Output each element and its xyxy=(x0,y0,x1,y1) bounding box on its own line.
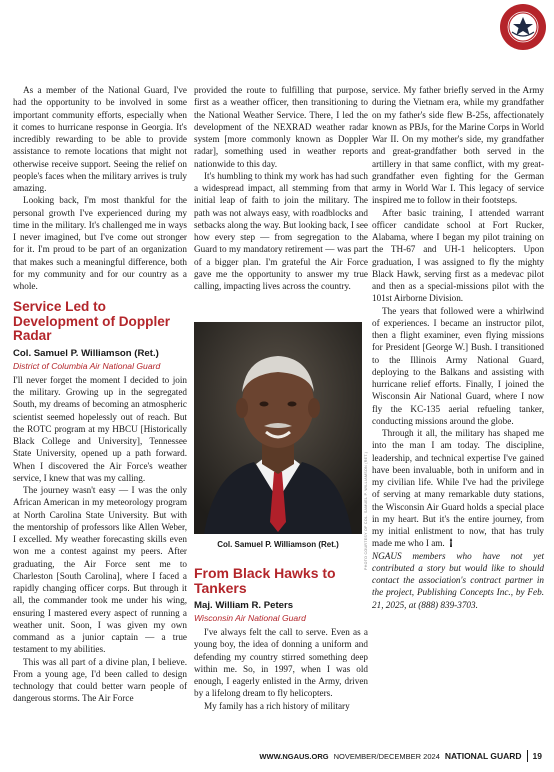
page-number: 19 xyxy=(532,751,542,761)
column-2 xyxy=(194,84,368,292)
paragraph-text: Through it all, the military has shaped me into the man I am today. The discipline, leadership, and technical expertise I've gained have been invaluable, both in uniform and in my civilian life. While I've had the privilege of serving at many remarkable duty stations, the Wisconsin Air Guard holds a special place in my heart. But it's the entire journey, from my initial enlistment to now, that has truly made me who I am. xyxy=(372,428,544,549)
national-guard-seal-icon xyxy=(500,4,546,50)
photo-caption: Col. Samuel P. Williamson (Ret.) xyxy=(217,540,339,549)
paragraph: I'll never forget the moment I decided to join the military. Growing up in the segregated South, my dreams of becoming an atmospheric scientist seemed hopelessly out of reach. But the ROTC program at my HBCU [Historically Black College and University], Tennessee State University, opened up a path forward. When I discovered the Air Force's weather service, I knew that was my calling. xyxy=(13,374,187,483)
footer-url[interactable]: WWW.NGAUS.ORG xyxy=(259,751,329,761)
paragraph: After basic training, I attended warrant officer candidate school at Fort Rucker, Alabama, where I began my pilot training on the TH-67 and UH-1 helicopters. Upon graduation, I was assigned to fly the mighty Black Hawk, serving first as a medevac pilot and then as a special-missions pilot with the 101st Airborne Division. xyxy=(372,207,544,304)
author-byline: Maj. William R. Peters xyxy=(194,600,294,611)
footer-issue: NOVEMBER/DECEMBER 2024 xyxy=(333,751,440,761)
author-affiliation: District of Columbia Air National Guard xyxy=(13,360,161,371)
paragraph: I've always felt the call to serve. Even as a young boy, the idea of donning a uniform and defending my country stirred something deep within me. So, in 1997, when I was old enough, I eagerly enlisted in the Army, driven by a lifelong dream to fly helicopters. xyxy=(194,627,368,699)
end-mark-icon xyxy=(448,538,454,547)
paragraph: provided the route to fulfilling that purpose, first as a weather officer, then transitioning to the National Weather Service. There, I led the development of the NEXRAD weather radar system [more commonly known as Doppler radar], something used in weather reports nationwide to this day. xyxy=(194,85,368,169)
portrait-photo xyxy=(194,322,362,534)
author-byline: Col. Samuel P. Williamson (Ret.) xyxy=(13,347,159,359)
paragraph: service. My father briefly served in the Army during the Vietnam era, while my grandfather on my father's side flew B-25s, affectionately known as PBJs, for the Marine Corps in World War II. On my mother's side, my grandfather and great-grandfather both served in the artillery in that same conflict, with my great-grandfather even fighting for the German army in World War I. This legacy of service inspired me to follow in their footsteps. xyxy=(372,85,544,206)
paragraph: My family has a rich history of military xyxy=(204,700,350,711)
paragraph: As a member of the National Guard, I've had the opportunity to be involved in some important community efforts, especially when it comes to hurricane response in Georgia. It's incredibly rewarding to be able to provide assistance to remote locations that might not otherwise receive support. Seeing the relief on people's faces when the military arrives is truly amazing. xyxy=(13,85,187,193)
author-affiliation: Wisconsin Air National Guard xyxy=(194,613,306,623)
paragraph: The journey wasn't easy — I was the only African American in my meteorology program at North Carolina State University. But with the mentorship of professors like Allen Weber, I excelled. My weather forecasting skills even won me a contest against my peers. After graduating, the Air Force sent me to Charleston [South Carolina], where I faced a rapidly changing officer corps. But through it all, the commander took me under his wing, ensuring I mastered every aspect of running a weather unit. Soon, I was given my own command as a junior captain — a true testament to my abilities. xyxy=(13,485,187,655)
footer-magazine: NATIONAL GUARD xyxy=(444,751,522,761)
paragraph: This was all part of a divine plan, I believe. From a young age, I'd been called to design technology that could better warn people of dangerous storms. The Air Force xyxy=(13,656,187,704)
page-footer xyxy=(0,750,554,766)
photo-credit: PHOTO COURTESY OF COL. SAMUEL P. WILLIAMSON (RET.) xyxy=(364,451,368,570)
section-heading-doppler-radar: Service Led to Development of Doppler Radar xyxy=(13,299,171,344)
contributor-note: NGAUS members who have not yet contributed a story but would like to should contact the association's contract partner in the project, Publishing Concepts Inc., by Feb. 21, 2025, at (888) 839-3703. xyxy=(372,550,544,610)
column-3 xyxy=(372,84,544,611)
paragraph: The years that followed were a whirlwind of experiences. I became an instructor pilot, then a flight examiner, even flying missions for President [George W.] Bush. I transitioned to the Illinois Army National Guard, deploying to the Balkans and assisting with hurricane relief efforts. Finally, I joined the Wisconsin Air National Guard, where I now fly the KC-135 aerial refueling tanker, conducting missions around the globe. xyxy=(372,305,544,426)
paragraph-final xyxy=(372,427,544,550)
column-1 xyxy=(13,84,187,705)
footer-divider xyxy=(527,750,528,762)
paragraph: Looking back, I'm most thankful for the personal growth I've experienced during my time in the military. It's challenged me in ways I never imagined, but I've come out stronger for it. I'm proud to be part of an organization that makes such a meaningful difference, both for my community and for our country as a whole. xyxy=(13,195,187,291)
paragraph: It's humbling to think my work has had such a widespread impact, all stemming from that initial leap of faith to join the military. The path was not always easy, with roadblocks and setbacks along the way. But looking back, I see how every step — from segregation to the Guard to my mandatory retirement — was part of a bigger plan. I'm grateful the Air Force gave me the opportunity to answer my true calling, impacting lives across the country. xyxy=(194,170,368,291)
column-2-lower xyxy=(194,566,368,712)
section-heading-black-hawks: From Black Hawks to Tankers xyxy=(194,565,336,596)
